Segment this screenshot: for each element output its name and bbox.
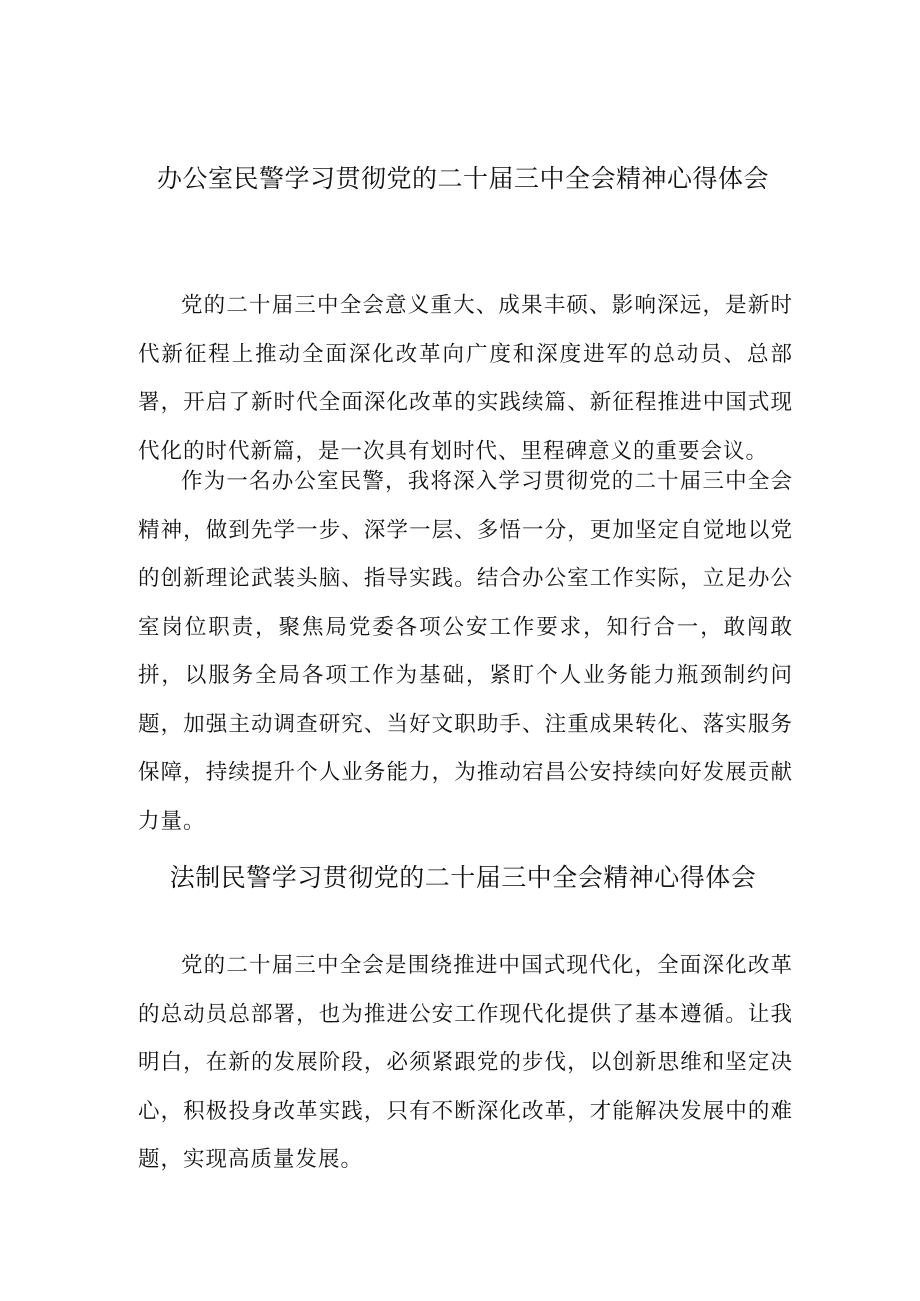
body-paragraph: 党的二十届三中全会意义重大、成果丰硕、影响深远，是新时代新征程上推动全面深化改革向广度和深度进军的总动员、总部署，开启了新时代全面深化改革的实践续篇、新征程推进中国式现代化的时代新篇，是一次具有划时代、里程碑意义的重要会议。 bbox=[138, 293, 793, 464]
body-paragraph: 党的二十届三中全会是围绕推进中国式现代化，全面深化改革的总动员总部署，也为推进公安工作现代化提供了基本遵循。让我明白，在新的发展阶段，必须紧跟党的步伐，以创新思维和坚定决心，积极投身改革实践，只有不断深化改革，才能解决发展中的难题，实现高质量发展。 bbox=[138, 953, 793, 1172]
section-title: 办公室民警学习贯彻党的二十届三中全会精神心得体会 bbox=[156, 164, 769, 193]
body-paragraph: 作为一名办公室民警，我将深入学习贯彻党的二十届三中全会精神，做到先学一步、深学一层、多悟一分，更加坚定自觉地以党的创新理论武装头脑、指导实践。结合办公室工作实际，立足办公室岗位职责，聚焦局党委各项公安工作要求，知行合一，敢闯敢拼，以服务全局各项工作为基础，紧盯个人业务能力瓶颈制约问题，加强主动调查研究、当好文职助手、注重成果转化、落实服务保障，持续提升个人业务能力，为推动宕昌公安持续向好发展贡献力量。 bbox=[138, 469, 793, 834]
section-title: 法制民警学习贯彻党的二十届三中全会精神心得体会 bbox=[169, 863, 757, 892]
